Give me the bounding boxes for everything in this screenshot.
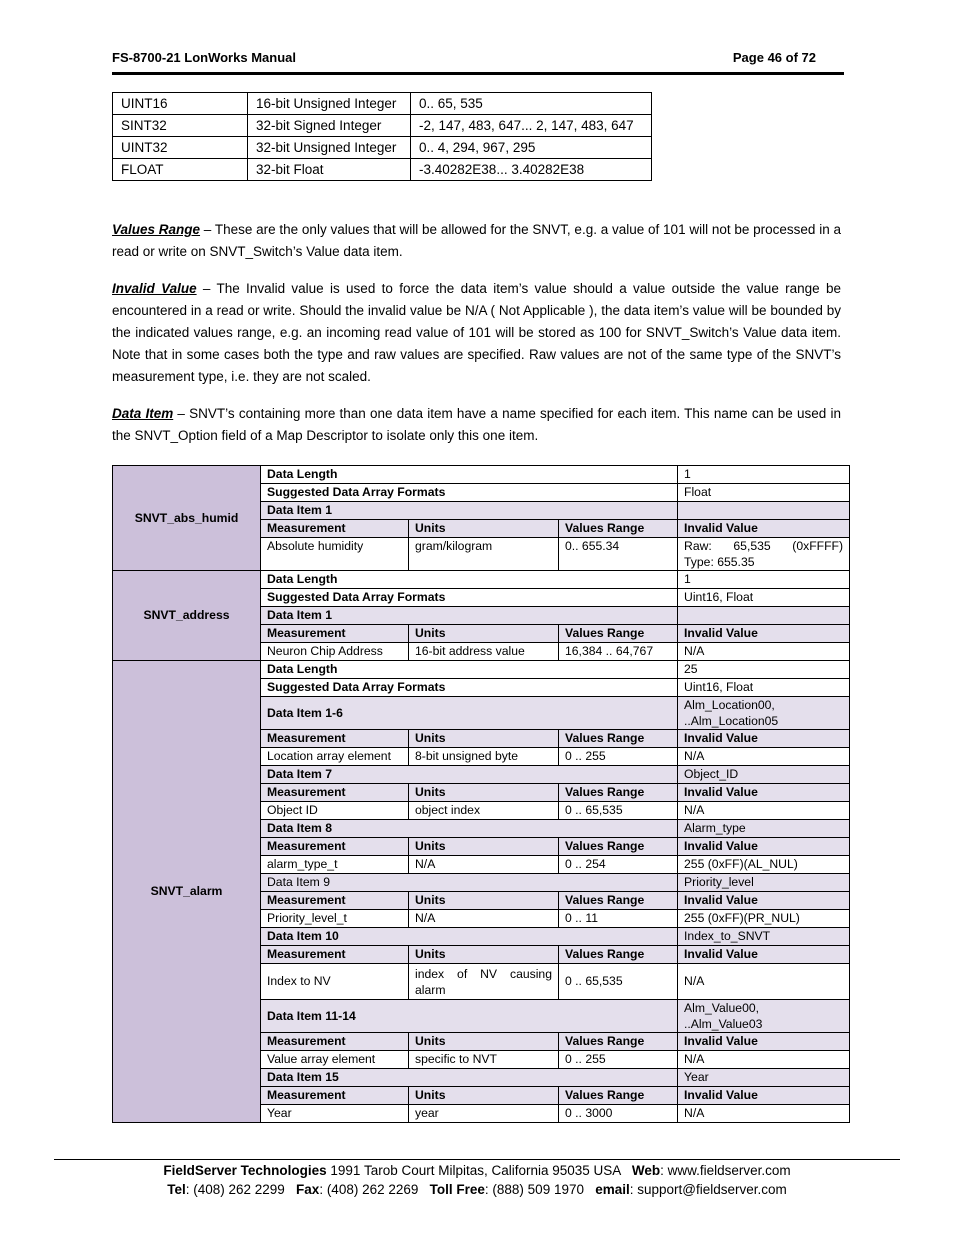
footer-line-2 (0, 1182, 954, 1197)
footer-line-1 (0, 1163, 954, 1178)
measurement-header: Measurement (261, 730, 409, 748)
data-item-paragraph (112, 403, 841, 447)
values-range-header: Values Range (559, 1087, 678, 1105)
data-length-label: Data Length (261, 466, 678, 484)
units-header: Units (409, 625, 559, 643)
description-cell: 32-bit Signed Integer (248, 115, 411, 137)
company-address: 1991 Tarob Court Milpitas, California 95035 USA (326, 1163, 632, 1178)
table-row (113, 115, 652, 137)
web-value: : www.fieldserver.com (660, 1163, 791, 1178)
measurement-cell: Year (261, 1105, 409, 1123)
paragraph-text: – The Invalid value is used to force the data item’s value should a value outside the value range be encountered in a read or write. Should the invalid value be N/A ( Not Applicable ), the data item’s value will be bounded by the indicated values range, e.g. an incoming read value of 101 will be stored as 100 for SNVT_Switch’s Value data item. Note that in some cases both the type and raw values are specified. Raw values are not of the same type of the SNVT’s measurement type, i.e. they are not scaled. (112, 281, 841, 384)
snvt-name: SNVT_address (113, 571, 261, 661)
measurement-cell: alarm_type_t (261, 856, 409, 874)
data-item-label: Data Item 1 (261, 502, 678, 520)
invalid-value-header: Invalid Value (678, 784, 850, 802)
data-item-label: Data Item 11-14 (261, 1000, 678, 1033)
values-range-header: Values Range (559, 625, 678, 643)
formats-label: Suggested Data Array Formats (261, 679, 678, 697)
range-cell: 16,384 .. 64,767 (559, 643, 678, 661)
units-cell: 16-bit address value (409, 643, 559, 661)
invalid-value-header: Invalid Value (678, 730, 850, 748)
measurement-header: Measurement (261, 892, 409, 910)
data-item-value (678, 1000, 850, 1033)
range-cell: 0 .. 3000 (559, 1105, 678, 1123)
data-item-label: Data Item 1-6 (261, 697, 678, 730)
manual-title: FS-8700-21 LonWorks Manual (112, 50, 296, 65)
data-item-label: Data Item 9 (261, 874, 678, 892)
measurement-header: Measurement (261, 1033, 409, 1051)
units-line: alarm (415, 982, 446, 997)
values-range-header: Values Range (559, 520, 678, 538)
item-name-line: Alm_Location00, (684, 698, 775, 712)
range-cell: 0 .. 65,535 (559, 964, 678, 1000)
term-label: Values Range (112, 222, 201, 237)
units-header: Units (409, 520, 559, 538)
table-row (113, 159, 652, 181)
email-value: : support@fieldserver.com (629, 1182, 787, 1197)
invalid-value-header: Invalid Value (678, 892, 850, 910)
data-type-table (112, 92, 652, 181)
data-item-value (678, 502, 850, 520)
tel-label: Tel (167, 1182, 186, 1197)
tel-value: : (408) 262 2299 (185, 1182, 297, 1197)
units-header: Units (409, 1087, 559, 1105)
invalid-cell: N/A (678, 802, 850, 820)
data-item-label: Data Item 1 (261, 607, 678, 625)
data-length-label: Data Length (261, 661, 678, 679)
fax-value: : (408) 262 2269 (319, 1182, 430, 1197)
range-cell: 0 .. 11 (559, 910, 678, 928)
invalid-value-header: Invalid Value (678, 946, 850, 964)
units-cell: 8-bit unsigned byte (409, 748, 559, 766)
web-label: Web (631, 1163, 661, 1178)
invalid-cell: N/A (678, 964, 850, 1000)
description-cell: 32-bit Unsigned Integer (248, 137, 411, 159)
invalid-cell: N/A (678, 1051, 850, 1069)
units-header: Units (409, 892, 559, 910)
data-item-value: Object_ID (678, 766, 850, 784)
page-number: Page 46 of 72 (732, 50, 816, 65)
range-cell: 0 .. 255 (559, 748, 678, 766)
values-range-header: Values Range (559, 730, 678, 748)
units-header: Units (409, 838, 559, 856)
data-item-value: Alarm_type (678, 820, 850, 838)
units-line: index of NV causing (415, 966, 552, 981)
measurement-cell: Object ID (261, 802, 409, 820)
term-label: Data Item (112, 406, 174, 421)
page-header (112, 50, 844, 70)
measurement-cell: Index to NV (261, 964, 409, 1000)
formats-value: Uint16, Float (678, 589, 850, 607)
units-cell: gram/kilogram (409, 538, 559, 571)
invalid-cell: N/A (678, 1105, 850, 1123)
snvt-name: SNVT_abs_humid (113, 466, 261, 571)
invalid-cell: N/A (678, 748, 850, 766)
invalid-value-header: Invalid Value (678, 1087, 850, 1105)
range-cell: 0 .. 65,535 (559, 802, 678, 820)
range-cell: 0.. 4, 294, 967, 295 (411, 137, 652, 159)
data-item-value (678, 697, 850, 730)
data-length-value: 1 (678, 571, 850, 589)
range-cell: 0 .. 255 (559, 1051, 678, 1069)
units-cell: year (409, 1105, 559, 1123)
invalid-raw: Raw: 65,535 (0xFFFF) (684, 539, 844, 553)
table-row (113, 93, 652, 115)
values-range-paragraph (112, 219, 841, 263)
fax-label: Fax (296, 1182, 320, 1197)
range-cell: -3.40282E38... 3.40282E38 (411, 159, 652, 181)
data-item-value: Year (678, 1069, 850, 1087)
measurement-header: Measurement (261, 1087, 409, 1105)
tollfree-label: Toll Free (429, 1182, 485, 1197)
invalid-cell: 255 (0xFF)(PR_NUL) (678, 910, 850, 928)
measurement-cell: Priority_level_t (261, 910, 409, 928)
paragraph-text: – SNVT’s containing more than one data item have a name specified for each item. This name can be used in the SNVT_Option field of a Map Descriptor to isolate only this one item. (112, 406, 841, 443)
measurement-cell: Absolute humidity (261, 538, 409, 571)
invalid-value-paragraph (112, 278, 841, 388)
measurement-header: Measurement (261, 784, 409, 802)
description-cell: 16-bit Unsigned Integer (248, 93, 411, 115)
table-row (113, 137, 652, 159)
data-item-label: Data Item 8 (261, 820, 678, 838)
description-cell: 32-bit Float (248, 159, 411, 181)
formats-value: Float (678, 484, 850, 502)
units-header: Units (409, 730, 559, 748)
footer-rule (54, 1159, 900, 1160)
units-header: Units (409, 784, 559, 802)
data-item-label: Data Item 7 (261, 766, 678, 784)
values-range-header: Values Range (559, 892, 678, 910)
measurement-cell: Location array element (261, 748, 409, 766)
data-item-value: Priority_level (678, 874, 850, 892)
measurement-header: Measurement (261, 625, 409, 643)
range-cell: 0.. 655.34 (559, 538, 678, 571)
item-name-line: Alm_Value00, (684, 1001, 760, 1015)
invalid-value-header: Invalid Value (678, 520, 850, 538)
term-label: Invalid Value (112, 281, 197, 296)
measurement-cell: Value array element (261, 1051, 409, 1069)
invalid-value-header: Invalid Value (678, 838, 850, 856)
item-name-line: ..Alm_Value03 (684, 1017, 763, 1031)
formats-value: Uint16, Float (678, 679, 850, 697)
item-name-line: ..Alm_Location05 (684, 714, 779, 728)
units-header: Units (409, 1033, 559, 1051)
invalid-cell: N/A (678, 643, 850, 661)
snvt-name: SNVT_alarm (113, 661, 261, 1123)
units-cell: specific to NVT (409, 1051, 559, 1069)
snvt-table (112, 465, 850, 1123)
invalid-cell: 255 (0xFF)(AL_NUL) (678, 856, 850, 874)
range-cell: -2, 147, 483, 647... 2, 147, 483, 647 (411, 115, 652, 137)
units-cell: N/A (409, 856, 559, 874)
range-cell: 0.. 65, 535 (411, 93, 652, 115)
invalid-value-header: Invalid Value (678, 625, 850, 643)
units-cell: N/A (409, 910, 559, 928)
type-cell: SINT32 (113, 115, 248, 137)
values-range-header: Values Range (559, 946, 678, 964)
measurement-header: Measurement (261, 838, 409, 856)
email-label: email (595, 1182, 630, 1197)
values-range-header: Values Range (559, 784, 678, 802)
range-cell: 0 .. 254 (559, 856, 678, 874)
measurement-cell: Neuron Chip Address (261, 643, 409, 661)
type-cell: FLOAT (113, 159, 248, 181)
data-item-label: Data Item 15 (261, 1069, 678, 1087)
tollfree-value: : (888) 509 1970 (484, 1182, 596, 1197)
data-item-value: Index_to_SNVT (678, 928, 850, 946)
measurement-header: Measurement (261, 520, 409, 538)
invalid-type: Type: 655.35 (684, 555, 755, 569)
measurement-header: Measurement (261, 946, 409, 964)
paragraph-text: – These are the only values that will be allowed for the SNVT, e.g. a value of 101 will not be processed in a read or write on SNVT_Switch’s Value data item. (112, 222, 841, 259)
data-length-value: 25 (678, 661, 850, 679)
units-cell: object index (409, 802, 559, 820)
formats-label: Suggested Data Array Formats (261, 484, 678, 502)
type-cell: UINT16 (113, 93, 248, 115)
header-rule (112, 72, 844, 75)
formats-label: Suggested Data Array Formats (261, 589, 678, 607)
invalid-cell (678, 538, 850, 571)
invalid-value-header: Invalid Value (678, 1033, 850, 1051)
type-cell: UINT32 (113, 137, 248, 159)
data-length-value: 1 (678, 466, 850, 484)
units-cell (409, 964, 559, 1000)
data-item-value (678, 607, 850, 625)
data-length-label: Data Length (261, 571, 678, 589)
units-header: Units (409, 946, 559, 964)
company-name: FieldServer Technologies (163, 1163, 327, 1178)
data-item-label: Data Item 10 (261, 928, 678, 946)
values-range-header: Values Range (559, 838, 678, 856)
values-range-header: Values Range (559, 1033, 678, 1051)
